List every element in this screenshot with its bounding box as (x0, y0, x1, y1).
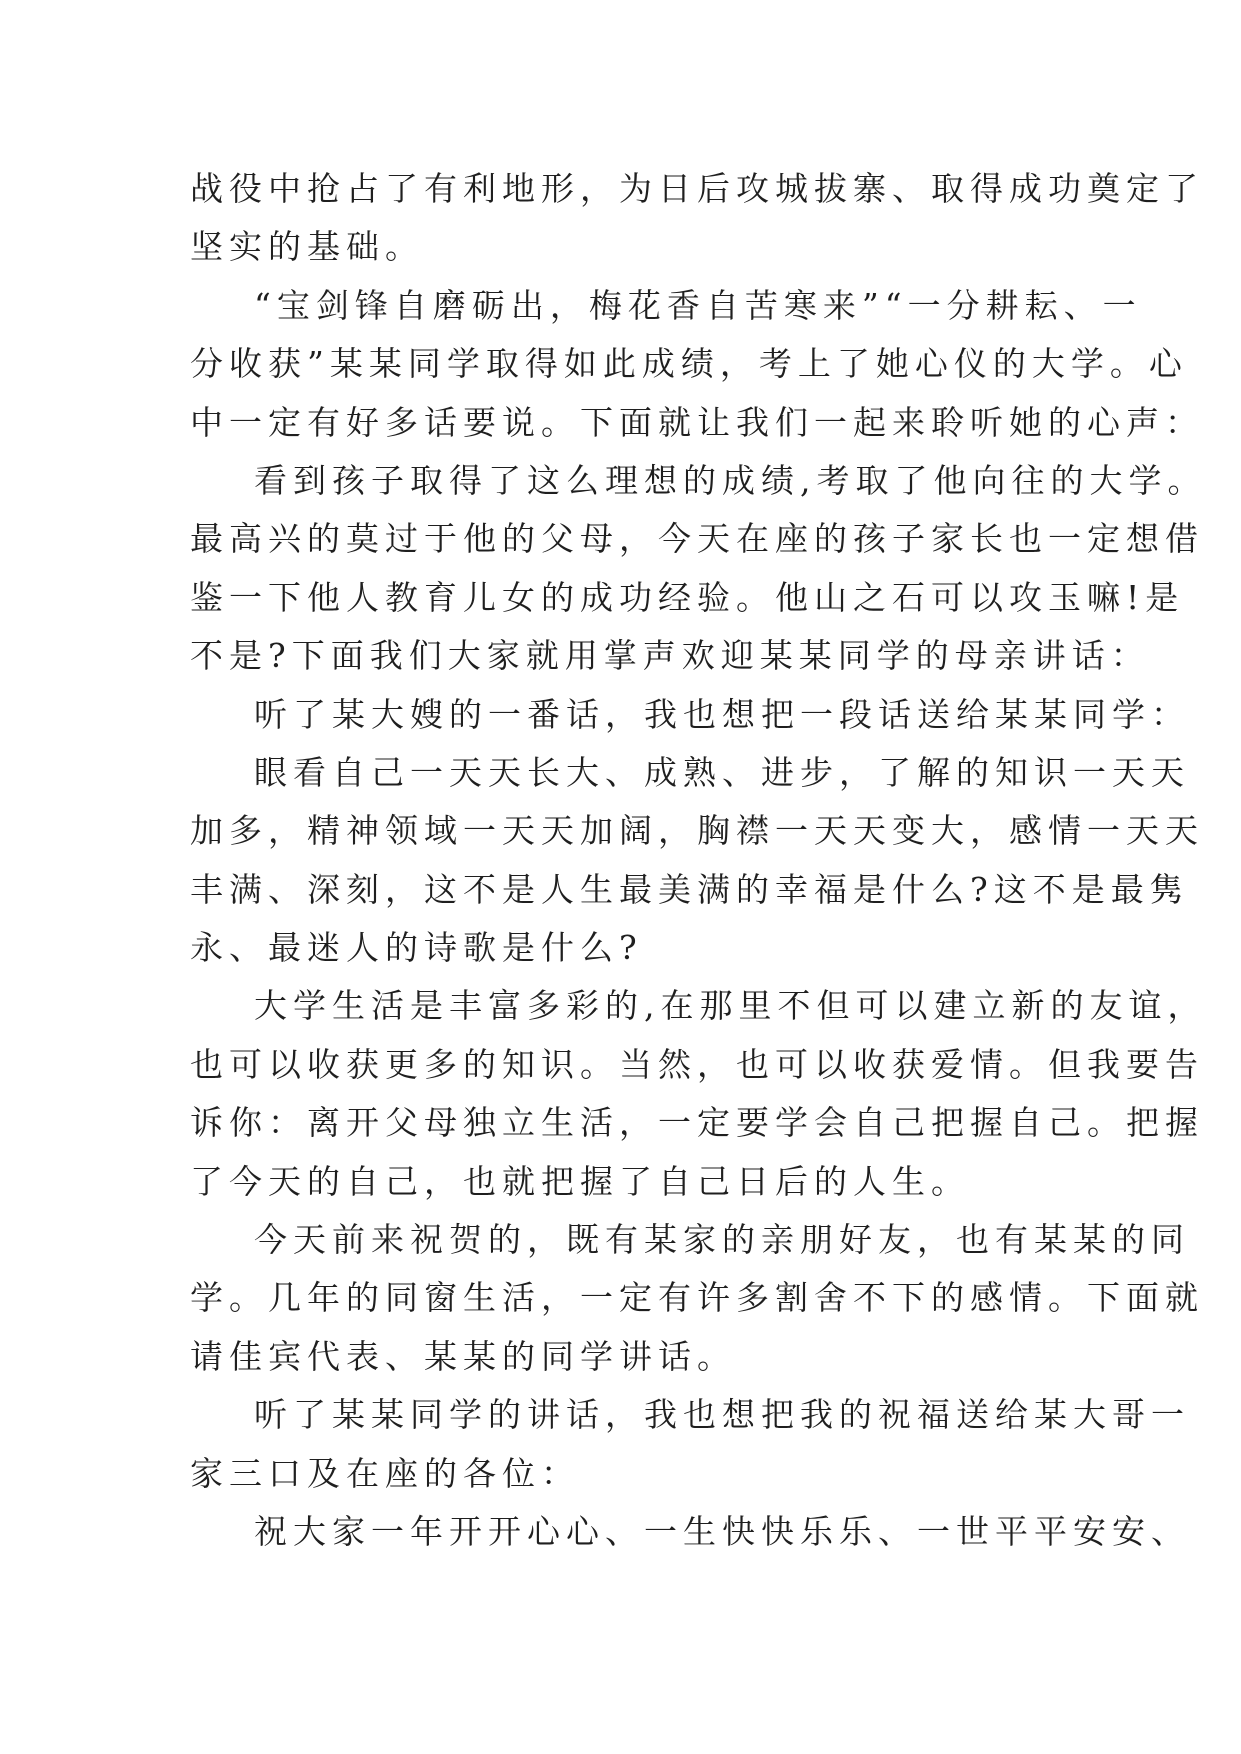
text-line: 鉴一下他人教育儿女的成功经验。他山之石可以攻玉嘛!是 (190, 577, 1185, 617)
text-line: 看到孩子取得了这么理想的成绩,考取了他向往的大学。 (254, 460, 1207, 500)
text-line: 今天前来祝贺的，既有某家的亲朋好友，也有某某的同 (254, 1220, 1190, 1260)
document-body (190, 160, 1207, 1561)
text-line: 坚实的基础。 (190, 227, 424, 267)
text-line: 请佳宾代表、某某的同学讲话。 (190, 1336, 736, 1376)
text-line: 永、最迷人的诗歌是什么? (190, 928, 643, 968)
text-line: 不是?下面我们大家就用掌声欢迎某某同学的母亲讲话： (190, 636, 1150, 676)
text-line: 也可以收获更多的知识。当然，也可以收获爱情。但我要告 (190, 1044, 1204, 1084)
text-line: 学。几年的同窗生活，一定有许多割舍不下的感情。下面就 (190, 1278, 1204, 1318)
text-line: 中一定有好多话要说。下面就让我们一起来聆听她的心声： (190, 402, 1204, 442)
text-line: 加多，精神领域一天天加阔，胸襟一天天变大，感情一天天 (190, 811, 1204, 851)
text-line: 诉你：离开父母独立生活，一定要学会自己把握自己。把握 (190, 1103, 1204, 1143)
text-line: 听了某某同学的讲话，我也想把我的祝福送给某大哥一 (254, 1395, 1190, 1435)
text-line: 最高兴的莫过于他的父母，今天在座的孩子家长也一定想借 (190, 519, 1204, 559)
text-line: 听了某大嫂的一番话，我也想把一段话送给某某同学： (254, 694, 1190, 734)
text-line: 家三口及在座的各位： (190, 1453, 580, 1493)
text-line: 大学生活是丰富多彩的,在那里不但可以建立新的友谊， (254, 986, 1207, 1026)
text-line: 眼看自己一天天长大、成熟、进步，了解的知识一天天 (254, 752, 1190, 792)
text-line: 祝大家一年开开心心、一生快快乐乐、一世平平安安、 (254, 1511, 1190, 1551)
text-line: 分收获”某某同学取得如此成绩，考上了她心仪的大学。心 (190, 344, 1188, 384)
text-line: 丰满、深刻，这不是人生最美满的幸福是什么?这不是最隽 (190, 869, 1189, 909)
text-line: 了今天的自己，也就把握了自己日后的人生。 (190, 1161, 970, 1201)
text-line: 战役中抢占了有利地形，为日后攻城拔寨、取得成功奠定了 (190, 169, 1204, 208)
text-line: “宝剑锋自磨砺出，梅花香自苦寒来”“一分耕耘、一 (254, 285, 1142, 325)
